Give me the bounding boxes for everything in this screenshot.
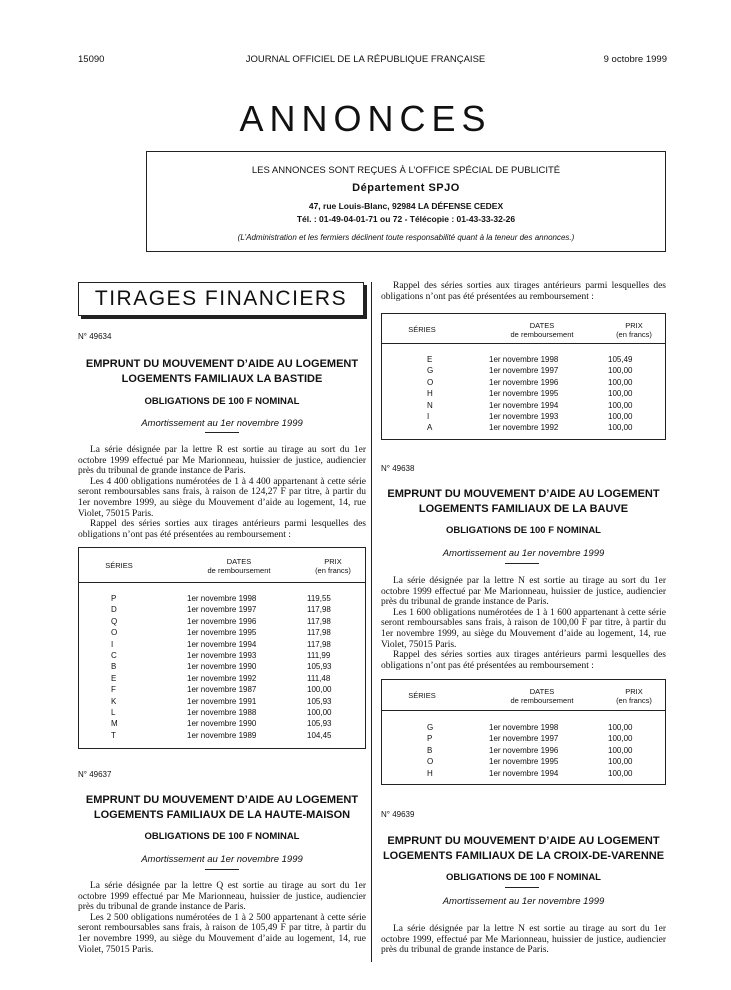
table-cell: 1er novembre 1996 bbox=[489, 377, 559, 387]
notice-number: N° 49639 bbox=[381, 810, 415, 819]
notice-subtitle: OBLIGATIONS DE 100 F NOMINAL bbox=[144, 831, 300, 842]
table-cell: 100,00 bbox=[307, 685, 332, 695]
journal-title: JOURNAL OFFICIEL DE LA RÉPUBLIQUE FRANÇAISE bbox=[245, 54, 486, 65]
table-header-series: SÉRIES bbox=[408, 325, 436, 334]
title-rule bbox=[505, 563, 539, 564]
table-cell: T bbox=[111, 730, 116, 740]
table-cell: 100,00 bbox=[608, 768, 633, 778]
table-cell: 100,00 bbox=[608, 389, 633, 399]
table-header-prix: PRIX (en francs) bbox=[616, 321, 652, 339]
table-header-rule bbox=[79, 582, 365, 583]
notice-title-line2: LOGEMENTS FAMILIAUX DE LA HAUTE-MAISON bbox=[93, 809, 351, 821]
table-cell: 1er novembre 1995 bbox=[489, 757, 559, 767]
table-cell: 117,98 bbox=[307, 605, 331, 615]
table-cell: 1er novembre 1998 bbox=[489, 723, 559, 732]
table-cell: 100,00 bbox=[608, 400, 633, 410]
notice-title bbox=[381, 487, 666, 517]
table-col-dates bbox=[489, 354, 558, 434]
table-cell: H bbox=[427, 389, 433, 399]
notice-department: Département SPJO bbox=[352, 182, 460, 194]
table-cell: 100,00 bbox=[608, 412, 633, 422]
table-cell: 1er novembre 1993 bbox=[187, 651, 257, 661]
title-rule bbox=[205, 432, 239, 433]
table-cell: 1er novembre 1996 bbox=[489, 745, 559, 755]
table-cell: 111,48 bbox=[307, 673, 331, 683]
notice-subtitle: OBLIGATIONS DE 100 F NOMINAL bbox=[445, 872, 601, 883]
table-header-dates: DATES de remboursement bbox=[207, 557, 271, 575]
title-rule bbox=[505, 887, 539, 888]
table-cell: 1er novembre 1994 bbox=[489, 768, 559, 778]
column-divider bbox=[371, 282, 372, 962]
table-cell: 100,00 bbox=[608, 423, 633, 433]
table-col-series bbox=[427, 722, 433, 779]
notice-paragraph: La série désignée par la lettre N est sortie au tirage au sort du 1er octobre 1999, effectué par Me Marionneau, huissier de justice, audiencier près du tribunal de grande instance de Paris. bbox=[381, 924, 666, 956]
table-cell: G bbox=[427, 366, 434, 376]
table-cell: 1er novembre 1994 bbox=[489, 400, 559, 410]
table-col-prix bbox=[608, 722, 632, 779]
table-cell: Q bbox=[111, 616, 118, 626]
table-cell: I bbox=[427, 412, 430, 422]
table-col-series bbox=[111, 593, 118, 741]
table-cell: 1er novembre 1988 bbox=[187, 708, 257, 718]
table-cell: E bbox=[111, 673, 117, 683]
notice-amortissement: Amortissement au 1er novembre 1999 bbox=[141, 418, 303, 429]
notice-paragraph: La série désignée par la lettre R est sortie au tirage au sort du 1er octobre 1999 effectué par Me Marionneau, huissier de justice, audiencier près du tribunal de grande instance de Paris. bbox=[78, 445, 366, 477]
table-cell: L bbox=[111, 708, 116, 718]
table-header-dates: DATES de remboursement bbox=[510, 687, 574, 705]
notice-paragraph: Rappel des séries sorties aux tirages antérieurs parmi lesquelles des obligations n’ont pas été présentées au remboursement : bbox=[381, 281, 666, 302]
page-number: 15090 bbox=[78, 54, 105, 65]
title-rule bbox=[205, 869, 239, 870]
notice-title-line1: EMPRUNT DU MOUVEMENT D’AIDE AU LOGEMENT bbox=[387, 835, 660, 847]
table-cell: H bbox=[427, 768, 433, 778]
notice-title-line2: LOGEMENTS FAMILIAUX DE LA BAUVE bbox=[418, 503, 629, 515]
table-cell: 1er novembre 1995 bbox=[187, 628, 257, 638]
table-header-series: SÉRIES bbox=[408, 691, 436, 700]
notice-paragraph: La série désignée par la lettre Q est sortie au tirage au sort du 1er octobre 1999 effectué par Me Marionneau, huissier de justice, audiencier près du tribunal de grande instance de Paris. bbox=[78, 881, 366, 913]
notice-title bbox=[381, 834, 666, 864]
table-cell: M bbox=[111, 719, 118, 729]
table-cell: N bbox=[427, 400, 433, 410]
table-cell: 1er novembre 1987 bbox=[187, 685, 257, 695]
notice-number: N° 49637 bbox=[78, 770, 112, 779]
table-cell: 1er novembre 1996 bbox=[187, 616, 257, 626]
table-cell: 100,00 bbox=[608, 757, 633, 767]
table-cell: 104,45 bbox=[307, 730, 332, 740]
table-cell: 100,00 bbox=[608, 377, 633, 387]
notice-amortissement: Amortissement au 1er novembre 1999 bbox=[141, 854, 303, 865]
notice-body bbox=[381, 281, 666, 302]
table-cell: 1er novembre 1998 bbox=[489, 355, 559, 364]
table-cell: P bbox=[111, 594, 117, 603]
notice-title-line2: LOGEMENTS FAMILIAUX DE LA CROIX-DE-VARENNE bbox=[382, 850, 665, 862]
table-cell: 1er novembre 1990 bbox=[187, 719, 257, 729]
notice-number: N° 49638 bbox=[381, 464, 415, 473]
table-cell: F bbox=[111, 685, 116, 695]
table-header-series: SÉRIES bbox=[105, 561, 133, 570]
notice-body bbox=[381, 576, 666, 671]
notice-phone: Tél. : 01-49-04-01-71 ou 72 - Télécopie : 01-43-33-32-26 bbox=[296, 214, 516, 224]
table-cell: D bbox=[111, 605, 117, 615]
table-cell: P bbox=[427, 734, 433, 744]
table-cell: E bbox=[427, 355, 433, 364]
notice-body bbox=[78, 881, 366, 955]
notice-paragraph: Rappel des séries sorties aux tirages antérieurs parmi lesquelles des obligations n’ont pas été présentées au remboursement : bbox=[381, 650, 666, 671]
notice-paragraph: Les 2 500 obligations numérotées de 1 à 2 500 appartenant à cette série seront remboursables sans frais, à raison de 105,49 F par titre, à partir du 1er novembre 1999, au siège du Mouvement d’aide au logement, 14, rue Violet, 75015 Paris. bbox=[78, 912, 366, 955]
notice-title-line1: EMPRUNT DU MOUVEMENT D’AIDE AU LOGEMENT bbox=[387, 488, 660, 500]
table-cell: I bbox=[111, 639, 114, 649]
table-cell: 100,00 bbox=[608, 745, 633, 755]
notice-office: LES ANNONCES SONT REÇUES À L’OFFICE SPÉCIAL DE PUBLICITÉ bbox=[251, 165, 561, 176]
table-header-dates: DATES de remboursement bbox=[510, 321, 574, 339]
table-cell: 105,93 bbox=[307, 696, 332, 706]
notice-body bbox=[78, 445, 366, 540]
notice-title-line1: EMPRUNT DU MOUVEMENT D’AIDE AU LOGEMENT bbox=[85, 358, 359, 370]
table-col-dates bbox=[187, 593, 256, 741]
notice-address: 47, rue Louis-Blanc, 92984 LA DÉFENSE CEDEX bbox=[308, 201, 504, 211]
notice-body bbox=[381, 924, 666, 956]
table-cell: 100,00 bbox=[608, 366, 633, 376]
table-cell: 117,98 bbox=[307, 616, 331, 626]
table-cell: 1er novembre 1991 bbox=[187, 696, 257, 706]
table-cell: B bbox=[427, 745, 433, 755]
table-cell: O bbox=[111, 628, 118, 638]
table-cell: 105,93 bbox=[307, 719, 332, 729]
table-header-rule bbox=[382, 710, 665, 711]
redemption-table bbox=[78, 547, 366, 749]
table-cell: 1er novembre 1992 bbox=[489, 423, 559, 433]
table-cell: 1er novembre 1992 bbox=[187, 673, 257, 683]
table-col-prix bbox=[307, 593, 331, 741]
table-cell: 119,55 bbox=[307, 594, 331, 603]
table-col-dates bbox=[489, 722, 558, 779]
table-cell: 1er novembre 1989 bbox=[187, 730, 257, 740]
notice-paragraph: La série désignée par la lettre N est sortie au tirage au sort du 1er octobre 1999 effectué par Me Marionneau, huissier de justice, audiencier près du tribunal de grande instance de Paris. bbox=[381, 576, 666, 608]
table-cell: O bbox=[427, 757, 434, 767]
table-cell: O bbox=[427, 377, 434, 387]
table-cell: 117,98 bbox=[307, 639, 331, 649]
table-cell: 1er novembre 1997 bbox=[489, 366, 559, 376]
table-cell: B bbox=[111, 662, 117, 672]
notice-title bbox=[78, 357, 366, 387]
notice-paragraph: Les 4 400 obligations numérotées de 1 à 4 400 appartenant à cette série seront remboursables sans frais, à raison de 124,27 F par titre, à partir du 1er novembre 1999, au siège du Mouvement d’aide au logement, 14, rue Violet, 75015 Paris. bbox=[78, 476, 366, 519]
table-cell: 105,93 bbox=[307, 662, 332, 672]
table-cell: 111,99 bbox=[307, 651, 331, 661]
notice-amortissement: Amortissement au 1er novembre 1999 bbox=[442, 548, 605, 559]
notice-paragraph: Les 1 600 obligations numérotées de 1 à 1 600 appartenant à cette série seront remboursables sans frais, à raison de 100,00 F par titre, à partir du 1er novembre 1999, au siège du Mouvement d’aide au logement, 14, rue Violet, 75015 Paris. bbox=[381, 607, 666, 650]
issue-date: 9 octobre 1999 bbox=[603, 54, 667, 65]
table-header-prix: PRIX (en francs) bbox=[315, 557, 351, 575]
table-cell: 1er novembre 1990 bbox=[187, 662, 257, 672]
table-col-prix bbox=[608, 354, 632, 434]
notice-subtitle: OBLIGATIONS DE 100 F NOMINAL bbox=[144, 396, 300, 407]
table-cell: G bbox=[427, 723, 434, 732]
page-title: ANNONCES bbox=[239, 98, 492, 139]
table-cell: 1er novembre 1995 bbox=[489, 389, 559, 399]
table-cell: 117,98 bbox=[307, 628, 331, 638]
table-cell: 1er novembre 1993 bbox=[489, 412, 559, 422]
table-cell: 1er novembre 1997 bbox=[489, 734, 559, 744]
notice-paragraph: Rappel des séries sorties aux tirages antérieurs parmi lesquelles des obligations n’ont pas été présentées au remboursement : bbox=[78, 519, 366, 540]
table-cell: 105,49 bbox=[608, 355, 633, 364]
table-cell: K bbox=[111, 696, 117, 706]
table-cell: 100,00 bbox=[608, 723, 633, 732]
table-col-series bbox=[427, 354, 433, 434]
table-cell: 1er novembre 1997 bbox=[187, 605, 257, 615]
table-cell: A bbox=[427, 423, 433, 433]
notice-title bbox=[78, 793, 366, 823]
notice-title-line1: EMPRUNT DU MOUVEMENT D’AIDE AU LOGEMENT bbox=[85, 794, 359, 806]
table-header-rule bbox=[382, 343, 665, 344]
table-header-prix: PRIX (en francs) bbox=[616, 687, 652, 705]
table-cell: 100,00 bbox=[307, 708, 332, 718]
notice-number: N° 49634 bbox=[78, 332, 112, 341]
publication-notice-box bbox=[146, 151, 666, 252]
notice-amortissement: Amortissement au 1er novembre 1999 bbox=[442, 896, 605, 907]
notice-title-line2: LOGEMENTS FAMILIAUX LA BASTIDE bbox=[121, 373, 323, 385]
redemption-table bbox=[381, 313, 666, 440]
table-cell: 1er novembre 1998 bbox=[187, 594, 257, 603]
notice-subtitle: OBLIGATIONS DE 100 F NOMINAL bbox=[445, 525, 601, 536]
notice-disclaimer: (L’Administration et les fermiers déclinent toute responsabilité quant à la teneur des annonces.) bbox=[237, 233, 575, 242]
table-cell: C bbox=[111, 651, 117, 661]
table-cell: 1er novembre 1994 bbox=[187, 639, 257, 649]
table-cell: 100,00 bbox=[608, 734, 633, 744]
redemption-table bbox=[381, 679, 666, 785]
section-title: TIRAGES FINANCIERS bbox=[78, 282, 364, 316]
